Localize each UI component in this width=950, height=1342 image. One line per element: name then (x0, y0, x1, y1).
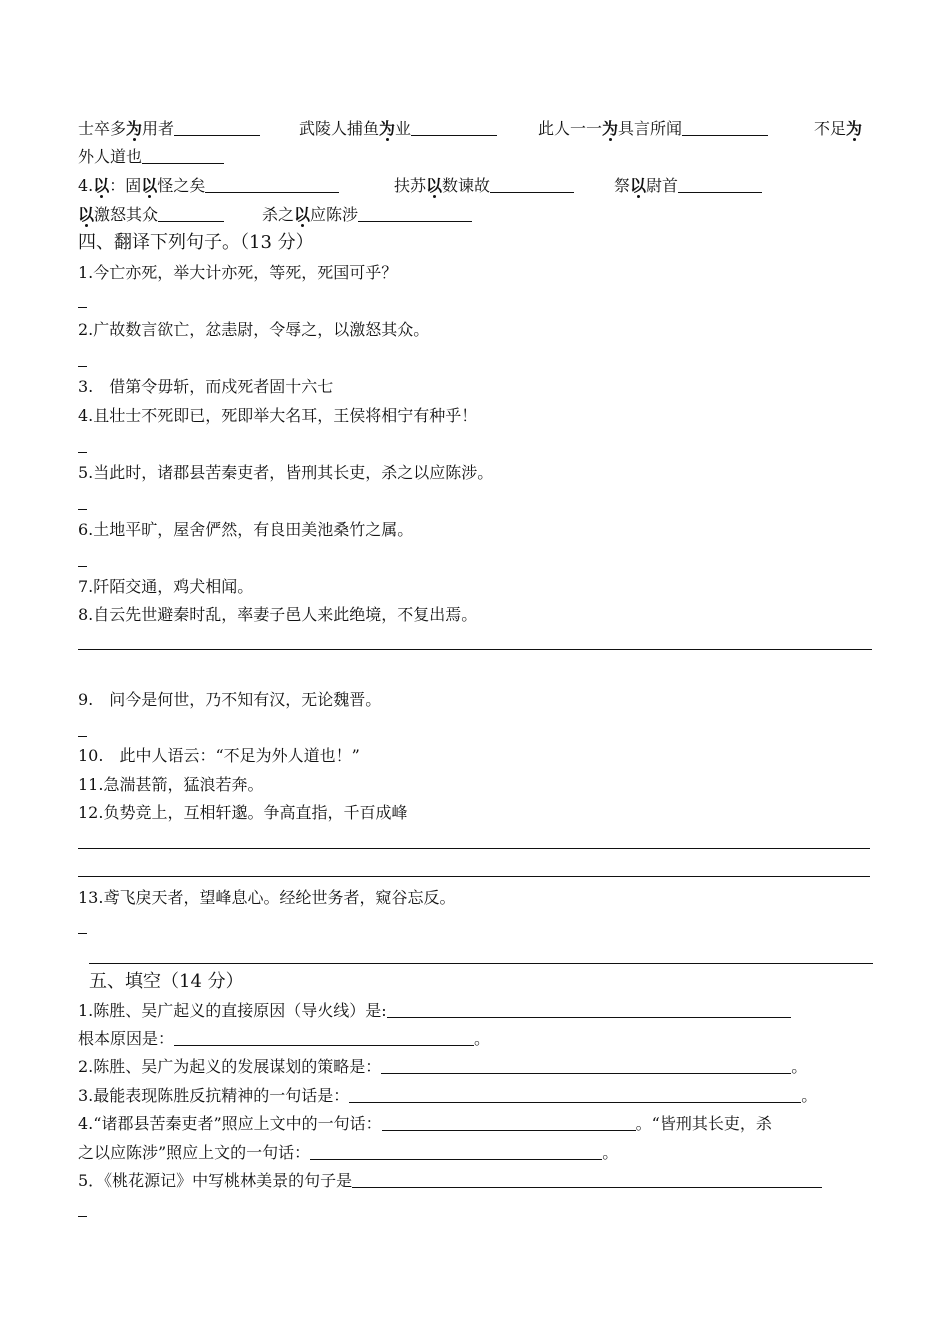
yi-item-3: 扶苏以数谏故 (394, 174, 574, 198)
wei-item-4-wrap: 外人道也 (78, 145, 224, 169)
yi-item-4: 祭以尉首 (614, 174, 762, 198)
emphasis-char: 以 (294, 205, 311, 224)
answer-line[interactable] (89, 963, 873, 964)
fill-item-4: 4.“诸郡县苦秦吏者”照应上文中的一句话： 。“皆刑其长吏，杀 (78, 1114, 772, 1133)
answer-line-short[interactable] (78, 566, 87, 567)
translation-item-4: 4.且壮士不死即已，死即举大名耳，王侯将相宁有种乎！ (78, 406, 478, 425)
answer-blank[interactable] (352, 1169, 822, 1188)
fill-item-1: 1.陈胜、吴广起义的直接原因（导火线）是: (78, 999, 791, 1023)
translation-item-7: 7.阡陌交通，鸡犬相闻。 (78, 577, 254, 596)
emphasis-char: 为 (379, 119, 396, 138)
answer-line-short[interactable] (78, 366, 87, 367)
answer-blank[interactable] (205, 174, 339, 193)
answer-blank[interactable] (381, 1055, 791, 1074)
translation-item-8: 8.自云先世避秦时乱，率妻子邑人来此绝境，不复出焉。 (78, 605, 478, 624)
emphasis-char: 为 (846, 119, 863, 138)
answer-blank[interactable] (142, 145, 224, 164)
answer-line[interactable] (78, 876, 870, 877)
fill-item-4b: 之以应陈涉”照应上文的一句话： 。 (78, 1143, 619, 1162)
emphasis-char: 以 (630, 176, 647, 195)
answer-blank[interactable] (310, 1141, 602, 1160)
yi-item-6: 杀之以应陈涉 (262, 203, 472, 227)
fill-item-1b: 根本原因是： 。 (78, 1029, 491, 1048)
answer-blank[interactable] (382, 1112, 636, 1131)
answer-line-short[interactable] (78, 509, 87, 510)
answer-line-short[interactable] (78, 452, 87, 453)
fill-item-5: 5．《桃花源记》中写桃林美景的句子是 (78, 1169, 822, 1193)
emphasis-char: 为 (602, 119, 619, 138)
wei-item-1: 士卒多为用者 (78, 117, 260, 141)
translation-item-9: 9. 问今是何世，乃不知有汉，无论魏晋。 (78, 690, 382, 709)
yi-item-1: 4.以：固以怪之矣 (78, 174, 339, 198)
wei-item-4: 不足为 (814, 119, 863, 138)
emphasis-char: 以 (93, 176, 110, 195)
fill-item-2: 2.陈胜、吴广为起义的发展谋划的策略是： 。 (78, 1057, 808, 1076)
translation-item-6: 6.土地平旷，屋舍俨然，有良田美池桑竹之属。 (78, 520, 414, 539)
translation-item-2: 2.广故数言欲亡，忿恚尉，令辱之，以激怒其众。 (78, 320, 430, 339)
answer-blank[interactable] (174, 117, 260, 136)
answer-blank[interactable] (411, 117, 497, 136)
emphasis-char: 为 (126, 119, 143, 138)
fill-item-3: 3.最能表现陈胜反抗精神的一句话是： 。 (78, 1086, 818, 1105)
answer-line-short[interactable] (78, 1216, 87, 1217)
translation-item-10: 10. 此中人语云：“不足为外人道也！” (78, 746, 360, 765)
wei-item-3: 此人一一为具言所闻 (538, 117, 768, 141)
answer-line[interactable] (78, 649, 872, 650)
emphasis-char: 以 (426, 176, 443, 195)
answer-blank[interactable] (387, 999, 791, 1018)
yi-item-5: 以激怒其众 (78, 203, 224, 227)
emphasis-char: 以 (78, 205, 95, 224)
answer-line-short[interactable] (78, 736, 87, 737)
section-4-heading: 四、翻译下列句子。（13 分） (78, 232, 314, 253)
wei-item-2: 武陵人捕鱼为业 (299, 117, 497, 141)
emphasis-char: 以 (141, 176, 158, 195)
translation-item-3: 3. 借第令毋斩，而戍死者固十六七 (78, 377, 334, 396)
answer-line[interactable] (78, 848, 870, 849)
translation-item-13: 13.鸢飞戾天者，望峰息心。经纶世务者，窥谷忘反。 (78, 888, 456, 907)
answer-blank[interactable] (174, 1027, 474, 1046)
answer-blank[interactable] (678, 174, 762, 193)
answer-blank[interactable] (358, 203, 472, 222)
section-5-heading: 五、填空（14 分） (89, 971, 244, 992)
answer-blank[interactable] (682, 117, 768, 136)
answer-blank[interactable] (490, 174, 574, 193)
translation-item-1: 1.今亡亦死，举大计亦死，等死，死国可乎？ (78, 263, 398, 282)
translation-item-12: 12.负势竞上，互相轩邈。争高直指，千百成峰 (78, 803, 408, 822)
answer-blank[interactable] (349, 1084, 801, 1103)
translation-item-5: 5.当此时，诸郡县苦秦吏者，皆刑其长吏，杀之以应陈涉。 (78, 463, 494, 482)
answer-line-short[interactable] (78, 307, 87, 308)
translation-item-11: 11.急湍甚箭，猛浪若奔。 (78, 775, 264, 794)
answer-blank[interactable] (158, 203, 224, 222)
answer-line-short[interactable] (78, 933, 87, 934)
